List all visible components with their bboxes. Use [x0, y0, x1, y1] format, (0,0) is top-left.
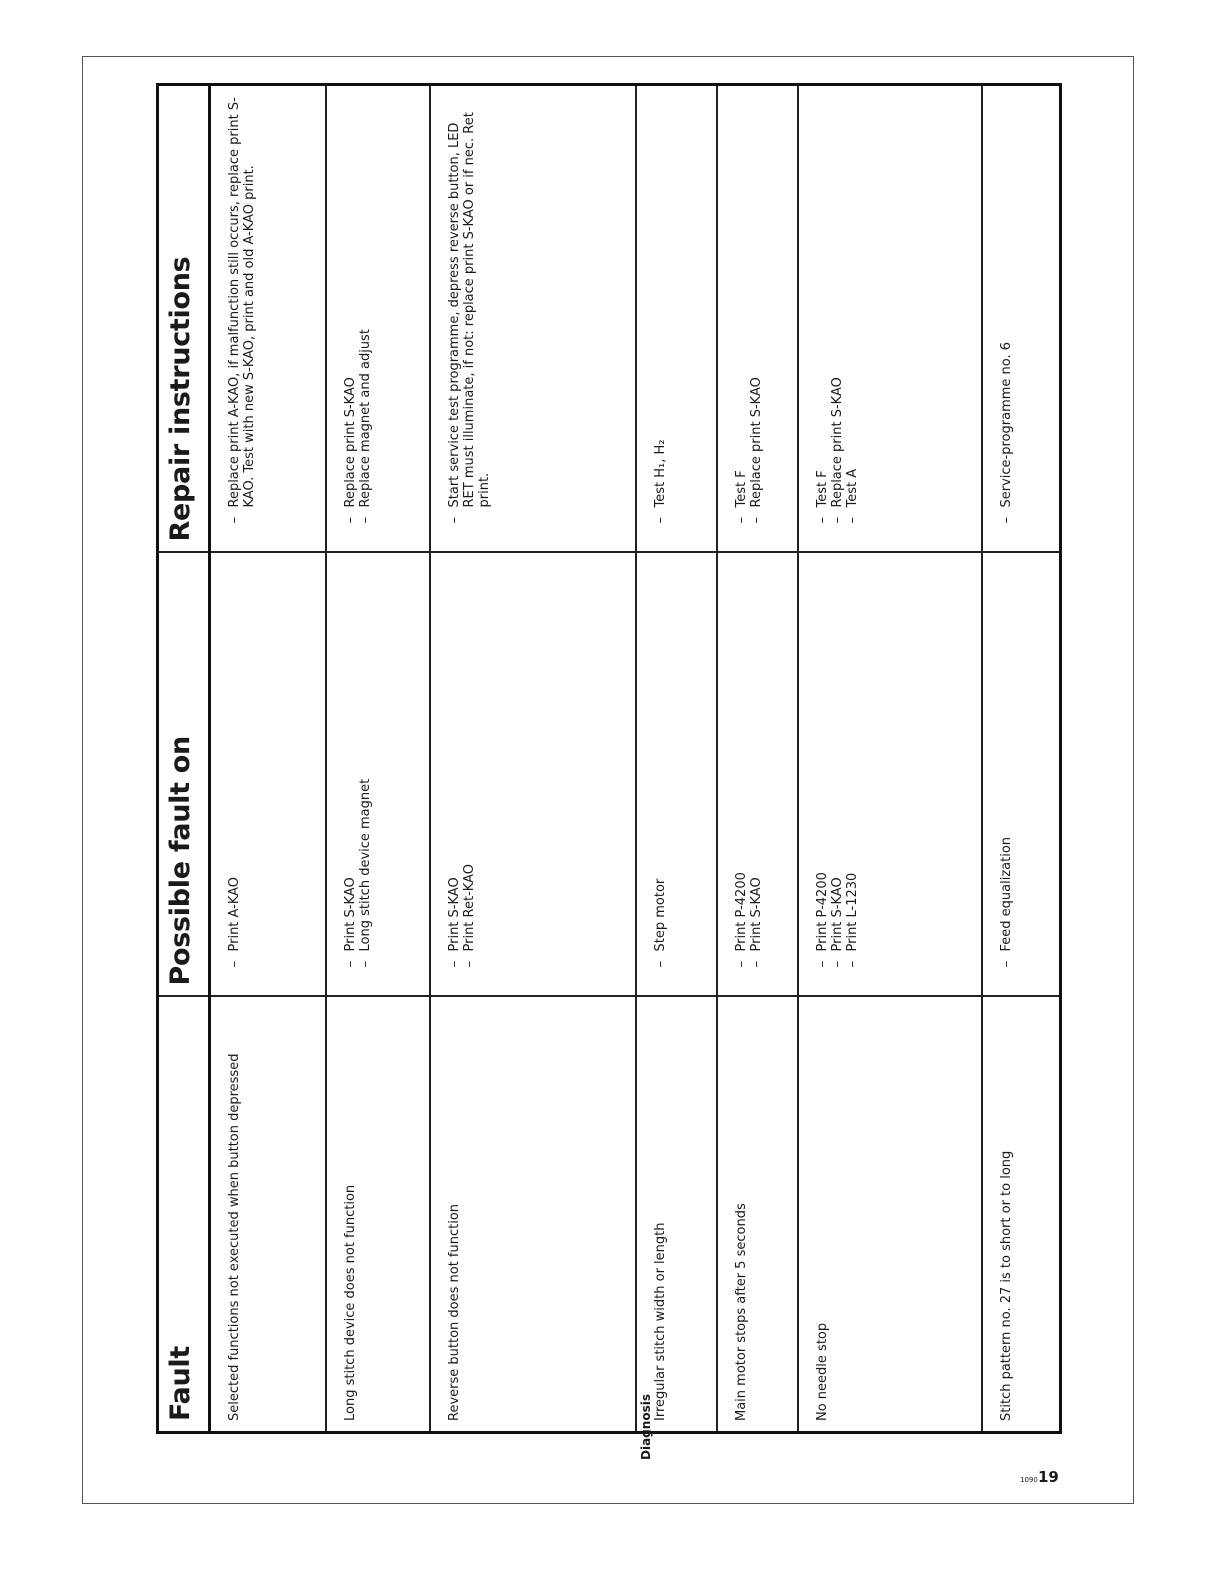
table-row: [798, 85, 982, 1433]
list-item: – Start service test programme, depress reverse button, LED RET must illuminate, if not: replace print S-KAO or if nec. Ret print.: [446, 112, 492, 524]
list-item: – Test F: [733, 470, 749, 524]
rotated-table-area: [156, 86, 1059, 1434]
list-item: – Step motor: [652, 878, 668, 968]
repair-cell: [982, 85, 1061, 553]
list-item: – Print P-4200: [814, 872, 830, 968]
list-item: – Print S-KAO: [446, 877, 462, 968]
page-code: 1090: [1020, 1476, 1038, 1484]
list-item: – Replace print S-KAO: [829, 377, 845, 524]
fault-cell: Stitch pattern no. 27 is to short or to long: [982, 997, 1061, 1433]
fault-cell: Long stitch device does not function: [326, 997, 430, 1433]
list-item: – Print A-KAO: [227, 876, 242, 968]
header-fault: Fault: [158, 997, 210, 1433]
diagnosis-table: [156, 83, 1062, 1434]
fault-cell: Selected functions not executed when button depressed: [210, 997, 326, 1433]
cause-cell: [798, 553, 982, 997]
table-row: [636, 85, 717, 1433]
list-item: – Print S-KAO: [829, 877, 845, 968]
table-row: [982, 85, 1061, 1433]
fault-cell: Main motor stops after 5 seconds: [717, 997, 798, 1433]
repair-cell: [430, 85, 636, 553]
table-row: [210, 85, 326, 1433]
list-item: – Test H₁, H₂: [652, 439, 668, 524]
list-item: – Test A: [844, 468, 860, 524]
repair-cell: [210, 85, 326, 553]
cause-cell: [430, 553, 636, 997]
repair-cell: [636, 85, 717, 553]
table-row: [326, 85, 430, 1433]
table-header-row: [158, 85, 210, 1433]
page-number: 19: [1038, 1468, 1059, 1486]
repair-cell: [798, 85, 982, 553]
table-row: [430, 85, 636, 1433]
list-item: – Replace magnet and adjust: [357, 329, 373, 524]
fault-cell: Irregular stitch width or length: [636, 997, 717, 1433]
list-item: – Test F: [814, 470, 830, 524]
cause-cell: [326, 553, 430, 997]
list-item: – Service-programme no. 6: [998, 341, 1014, 524]
section-caption: Diagnosis: [639, 1394, 653, 1460]
list-item: – Feed equalization: [998, 836, 1014, 968]
list-item: – Print S-KAO: [748, 877, 764, 968]
header-repair-instructions: Repair instructions: [158, 85, 210, 553]
list-item: – Long stitch device magnet: [357, 778, 373, 968]
list-item: – Print S-KAO: [342, 877, 358, 968]
cause-cell: [636, 553, 717, 997]
table-row: [717, 85, 798, 1433]
list-item: – Print Ret-KAO: [461, 864, 477, 968]
list-item: – Replace print A-KAO, if malfunction still occurs, replace print S-KAO. Test with new S-KAO, print and old A-KAO print.: [227, 97, 257, 524]
repair-cell: [717, 85, 798, 553]
cause-cell: [982, 553, 1061, 997]
list-item: – Replace print S-KAO: [748, 377, 764, 524]
fault-cell: Reverse button does not function: [430, 997, 636, 1433]
list-item: – Replace print S-KAO: [342, 377, 358, 524]
fault-cell: No needle stop: [798, 997, 982, 1433]
list-item: – Print L-1230: [844, 872, 860, 968]
repair-cell: [326, 85, 430, 553]
header-possible-fault-on: Possible fault on: [158, 553, 210, 997]
list-item: – Print P-4200: [733, 872, 749, 968]
cause-cell: [717, 553, 798, 997]
cause-cell: [210, 553, 326, 997]
